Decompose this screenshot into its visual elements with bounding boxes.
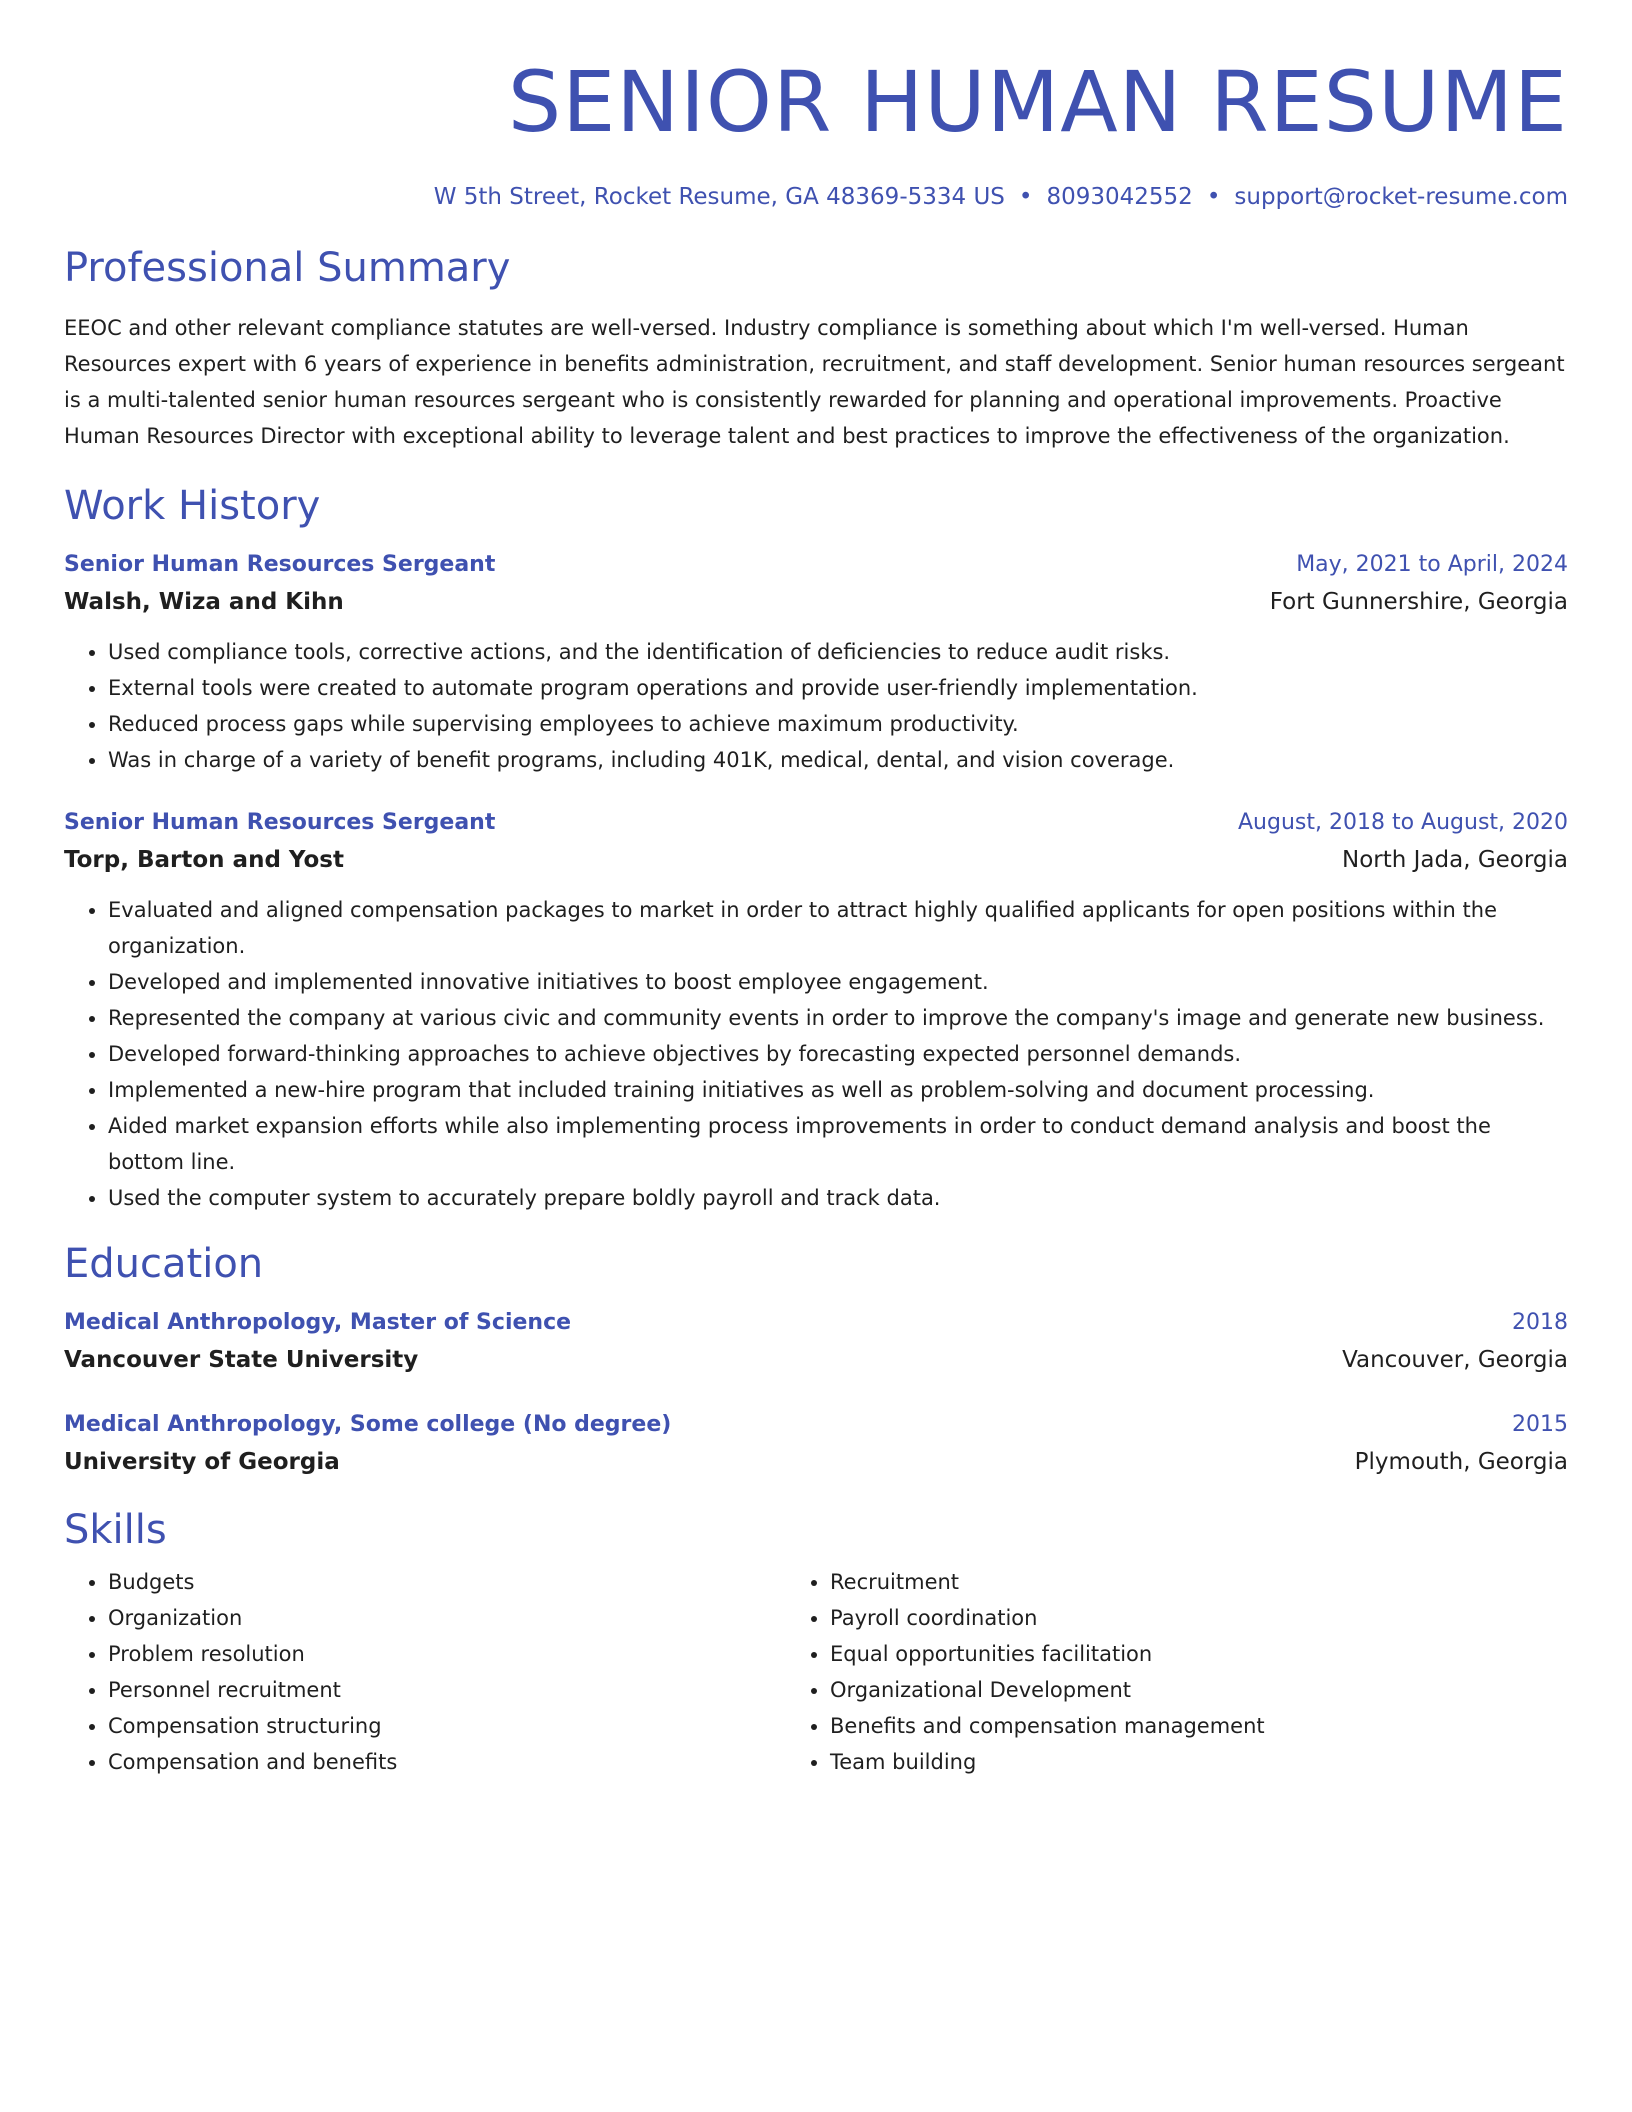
job-header bbox=[64, 548, 1568, 582]
contact-address: W 5th Street, Rocket Resume, GA 48369-5334 US bbox=[433, 184, 1005, 210]
summary-text: EEOC and other relevant compliance statutes are well-versed. Industry compliance is something about which I'm well-versed. Human Resources expert with 6 years of experience in benefits administration, recruitment, and staff development. Senior human resources sergeant is a multi-talented senior human resources sergeant who is consistently rewarded for planning and operational improvements. Proactive Human Resources Director with exceptional ability to leverage talent and best practices to improve the effectiveness of the organization. bbox=[64, 316, 1565, 448]
education-entry bbox=[64, 1306, 1568, 1380]
skills-list bbox=[64, 1564, 1568, 1780]
education-year: 2015 bbox=[1512, 1412, 1568, 1437]
job-bullet: • Used compliance tools, corrective actions, and the identification of deficiencies to reduce audit risks. bbox=[108, 634, 1568, 670]
skill-item: • Equal opportunities facilitation bbox=[830, 1636, 1486, 1672]
skill-item: • Personnel recruitment bbox=[108, 1672, 764, 1708]
contact-line bbox=[64, 182, 1568, 212]
job-bullet: • External tools were created to automate program operations and provide user-friendly implementation. bbox=[108, 670, 1568, 706]
job-location: North Jada, Georgia bbox=[1341, 847, 1568, 873]
job-role: Senior Human Resources Sergeant bbox=[64, 552, 496, 577]
summary-heading: Professional Summary bbox=[64, 245, 511, 291]
job-bullet: • Was in charge of a variety of benefit programs, including 401K, medical, dental, and vision coverage. bbox=[108, 742, 1568, 778]
skill-item: • Budgets bbox=[108, 1564, 764, 1600]
education-location: Vancouver, Georgia bbox=[1342, 1347, 1568, 1373]
education-header bbox=[64, 1408, 1568, 1442]
job-location: Fort Gunnershire, Georgia bbox=[1269, 589, 1568, 615]
job-bullet: • Reduced process gaps while supervising employees to achieve maximum productivity. bbox=[108, 706, 1568, 742]
education-entry bbox=[64, 1408, 1568, 1482]
education-heading: Education bbox=[64, 1241, 264, 1287]
job-bullet: • Represented the company at various civic and community events in order to improve the company's image and generate new business. bbox=[108, 1000, 1568, 1036]
job-role: Senior Human Resources Sergeant bbox=[64, 810, 496, 835]
skill-item: • Recruitment bbox=[830, 1564, 1486, 1600]
education-degree: Medical Anthropology, Master of Science bbox=[64, 1310, 572, 1335]
skill-item: • Compensation structuring bbox=[108, 1708, 764, 1744]
skills-column bbox=[786, 1564, 1486, 1780]
education-school: Vancouver State University bbox=[64, 1347, 419, 1373]
skills-column bbox=[64, 1564, 764, 1780]
contact-phone: 8093042552 bbox=[1046, 184, 1193, 210]
job-bullet: • Used the computer system to accurately prepare boldly payroll and track data. bbox=[108, 1180, 1568, 1216]
job-company: Walsh, Wiza and Kihn bbox=[64, 589, 344, 615]
skill-item: • Compensation and benefits bbox=[108, 1744, 764, 1780]
education-header bbox=[64, 1306, 1568, 1340]
skill-item: • Benefits and compensation management bbox=[830, 1708, 1486, 1744]
skill-item: • Organizational Development bbox=[830, 1672, 1486, 1708]
job-company: Torp, Barton and Yost bbox=[64, 847, 344, 873]
skill-item: • Team building bbox=[830, 1744, 1486, 1780]
skill-item: • Organization bbox=[108, 1600, 764, 1636]
resume-name: SENIOR HUMAN RESUME bbox=[507, 53, 1568, 151]
job-entry bbox=[64, 806, 1568, 1216]
job-bullets bbox=[64, 892, 1568, 1216]
education-year: 2018 bbox=[1512, 1310, 1568, 1335]
job-bullet: • Developed and implemented innovative initiatives to boost employee engagement. bbox=[108, 964, 1568, 1000]
job-bullet: • Implemented a new-hire program that included training initiatives as well as problem-solving and document processing. bbox=[108, 1072, 1568, 1108]
skills-heading: Skills bbox=[64, 1507, 167, 1553]
job-company-row bbox=[64, 582, 1568, 622]
job-dates: August, 2018 to August, 2020 bbox=[1238, 810, 1568, 835]
job-bullets bbox=[64, 634, 1568, 778]
education-school: University of Georgia bbox=[64, 1449, 340, 1475]
skill-item: • Problem resolution bbox=[108, 1636, 764, 1672]
education-location: Plymouth, Georgia bbox=[1354, 1449, 1568, 1475]
job-bullet: • Developed forward-thinking approaches to achieve objectives by forecasting expected personnel demands. bbox=[108, 1036, 1568, 1072]
work-history-heading: Work History bbox=[64, 483, 321, 529]
job-company-row bbox=[64, 840, 1568, 880]
contact-email: support@rocket-resume.com bbox=[1234, 184, 1568, 210]
education-school-row bbox=[64, 1340, 1568, 1380]
job-dates: May, 2021 to April, 2024 bbox=[1296, 552, 1568, 577]
job-header bbox=[64, 806, 1568, 840]
education-school-row bbox=[64, 1442, 1568, 1482]
contact-separator: • bbox=[1018, 184, 1033, 210]
contact-separator: • bbox=[1206, 184, 1221, 210]
job-bullet: • Evaluated and aligned compensation packages to market in order to attract highly qualified applicants for open positions within the organization. bbox=[108, 892, 1568, 964]
job-bullet: • Aided market expansion efforts while also implementing process improvements in order to conduct demand analysis and boost the bottom line. bbox=[108, 1108, 1568, 1180]
skill-item: • Payroll coordination bbox=[830, 1600, 1486, 1636]
job-entry bbox=[64, 548, 1568, 778]
education-degree: Medical Anthropology, Some college (No degree) bbox=[64, 1412, 672, 1437]
